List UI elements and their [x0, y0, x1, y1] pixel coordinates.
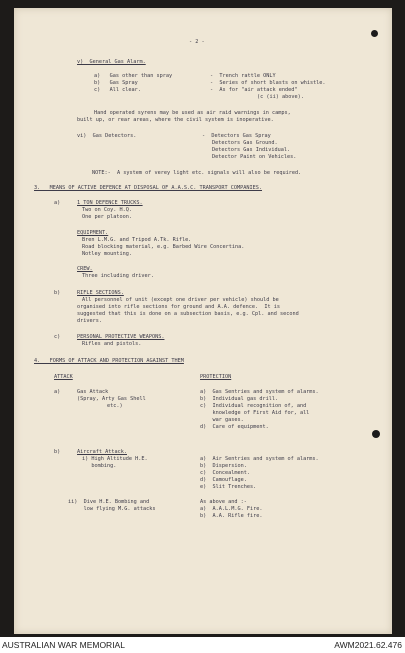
- subsection-line: All personnel of unit (except one driver per vehicle) should be: [82, 297, 279, 303]
- alarm-row-left: a) Gas other than spray: [94, 73, 173, 79]
- ink-mark: [372, 430, 380, 438]
- page-number: - 2 -: [189, 39, 205, 45]
- attack-line: etc.): [107, 403, 123, 409]
- protection-line: a) Gas Sentries and system of alarms.: [200, 389, 319, 395]
- section-3-heading: 3. MEANS OF ACTIVE DEFENCE AT DISPOSAL OF A.A.S.C. TRANSPORT COMPANIES.: [34, 185, 262, 191]
- detector-item: Detectors Gas Individual.: [212, 147, 291, 153]
- subsection-line: suggested that this is done on a subsection basis, e.g. Cpl. and second: [77, 311, 299, 317]
- footer-institution: AUSTRALIAN WAR MEMORIAL: [2, 640, 125, 650]
- attack-line: ii) Dive H.E. Bombing and: [68, 499, 150, 505]
- detector-item: - Detectors Gas Spray: [202, 133, 271, 139]
- item-label: a): [54, 200, 61, 206]
- section-4-heading: 4. FORMS OF ATTACK AND PROTECTION AGAINST THEM: [34, 358, 184, 364]
- subsection-title: 1 TON DEFENCE TRUCKS.: [77, 200, 143, 206]
- attack-line: (Spray, Arty Gas Shell: [77, 396, 146, 402]
- footer-accession-number: AWM2021.62.476: [334, 640, 402, 650]
- protection-line: b) A.A. Rifle fire.: [200, 513, 263, 519]
- attack-line: Aircraft Attack.: [77, 449, 127, 455]
- protection-line: a) Air Sentries and system of alarms.: [200, 456, 319, 462]
- protection-line: war gases.: [200, 417, 244, 423]
- subsection-line: drivers.: [77, 318, 102, 324]
- detector-item: Detector Paint on Vehicles.: [212, 154, 297, 160]
- protection-line: b) Dispersion.: [200, 463, 247, 469]
- subsection-line: Bren L.M.G. and Tripod A.Tk. Rifle.: [82, 237, 192, 243]
- archive-footer: [0, 637, 405, 653]
- protection-line: a) A.A.L.M.G. Fire.: [200, 506, 263, 512]
- detectors-note: NOTE:- A system of verey light etc. signals will also be required.: [92, 170, 302, 176]
- alarm-heading: v) General Gas Alarm.: [77, 59, 146, 65]
- alarm-row-left: c) All clear.: [94, 87, 141, 93]
- document-page: [14, 8, 392, 634]
- alarm-row-left: b) Gas Spray: [94, 80, 138, 86]
- subsection-line: organised into rifle sections for ground and A.A. defence. It is: [77, 304, 281, 310]
- item-label: c): [54, 334, 61, 340]
- subsection-line: Rifles and pistols.: [82, 341, 142, 347]
- alarm-row-right: (c (ii) above).: [257, 94, 304, 100]
- subsection-line: Three including driver.: [82, 273, 154, 279]
- subsection-line: Notley mounting.: [82, 251, 132, 257]
- protection-line: d) Camouflage.: [200, 477, 247, 483]
- protection-line: c) Individual recognition of, and: [200, 403, 307, 409]
- item-label: a): [54, 389, 61, 395]
- protection-line: c) Concealment.: [200, 470, 250, 476]
- protection-line: e) Slit Trenches.: [200, 484, 257, 490]
- subsection-title: PERSONAL PROTECTIVE WEAPONS.: [77, 334, 165, 340]
- item-label: b): [54, 290, 61, 296]
- protection-line: b) Individual gas drill.: [200, 396, 279, 402]
- protection-line: d) Care of equipment.: [200, 424, 269, 430]
- column-heading-protection: PROTECTION: [200, 374, 232, 380]
- alarm-note: built up, or rear areas, where the civil system is inoperative.: [77, 117, 274, 123]
- alarm-row-right: - Series of short blasts on whistle.: [210, 80, 326, 86]
- alarm-note: Hand operated syrens may be used as air raid warnings in camps,: [94, 110, 291, 116]
- detectors-label: vi) Gas Detectors.: [77, 133, 137, 139]
- protection-line: As above and :-: [200, 499, 247, 505]
- alarm-row-right: - Trench rattle ONLY: [210, 73, 276, 79]
- attack-line: low flying M.G. attacks: [68, 506, 156, 512]
- item-label: b): [54, 449, 61, 455]
- subsection-title: CREW.: [77, 266, 93, 272]
- alarm-row-right: - As for "air attack ended": [210, 87, 298, 93]
- protection-line: knowledge of First Aid for, all: [200, 410, 310, 416]
- subsection-title: RIFLE SECTIONS.: [77, 290, 124, 296]
- attack-line: i) High Altitude H.E.: [82, 456, 148, 462]
- subsection-line: Road blocking material, e.g. Barbed Wire Concertina.: [82, 244, 245, 250]
- ink-mark: [371, 30, 378, 37]
- detector-item: Detectors Gas Ground.: [212, 140, 278, 146]
- attack-line: bombing.: [82, 463, 117, 469]
- subsection-line: Two on Coy. H.Q.: [82, 207, 132, 213]
- subsection-title: EQUIPMENT.: [77, 230, 109, 236]
- column-heading-attack: ATTACK: [54, 374, 73, 380]
- subsection-line: One per platoon.: [82, 214, 132, 220]
- attack-line: Gas Attack: [77, 389, 109, 395]
